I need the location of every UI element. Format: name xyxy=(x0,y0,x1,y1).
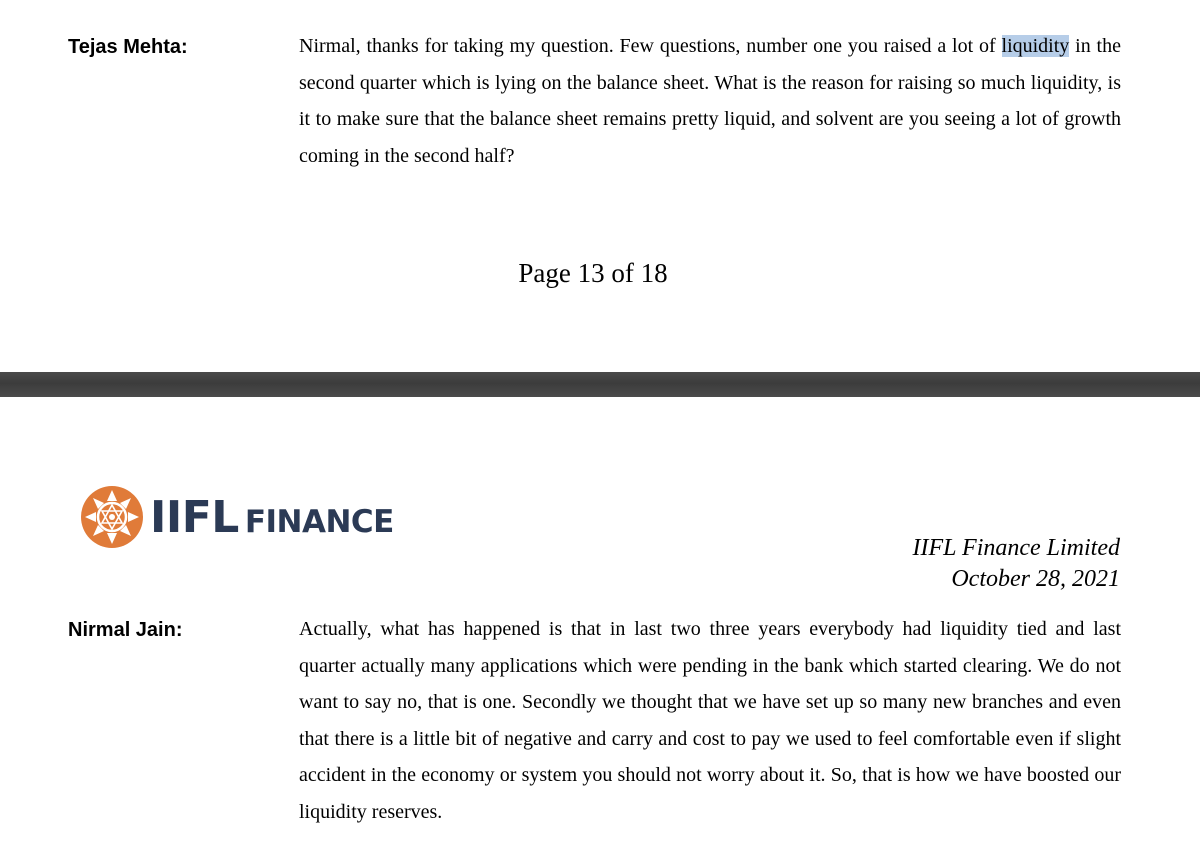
company-name: IIFL Finance Limited xyxy=(912,535,1120,561)
company-logo xyxy=(80,485,394,549)
call-date: October 28, 2021 xyxy=(951,566,1120,592)
speaker-name: Tejas Mehta: xyxy=(68,36,188,58)
page-number: Page 13 of 18 xyxy=(518,258,668,288)
speech-paragraph[interactable] xyxy=(299,28,1121,174)
iifl-emblem-icon xyxy=(80,485,144,549)
highlighted-text[interactable]: liquidity xyxy=(1001,35,1070,57)
speaker-name: Nirmal Jain: xyxy=(68,619,183,641)
company-header xyxy=(912,533,1120,595)
speech-text: in the second quarter which is lying on the balance sheet. What is the reason for raising so much liquidity, is it to make sure that the balance sheet remains pretty liquid, and solvent are you seeing a lot of growth coming in the second half? xyxy=(299,35,1121,167)
pdf-page-14 xyxy=(0,397,1200,850)
logo-wordmark xyxy=(150,492,394,543)
speech-paragraph[interactable]: Actually, what has happened is that in last two three years everybody had liquidity tied and last quarter actually many applications which were pending in the bank which started clearing. We do not want to say no, that is one. Secondly we thought that we have set up so many new branches and even that there is a little bit of negative and carry and cost to pay we used to feel comfortable even if slight accident in the economy or system you should not worry about it. So, that is how we have boosted our liquidity reserves. xyxy=(299,618,1121,823)
page-separator xyxy=(0,372,1200,397)
pdf-page-13 xyxy=(0,0,1200,372)
speech-text: Nirmal, thanks for taking my question. Few questions, number one you raised a lot of xyxy=(299,35,1002,57)
logo-brand: IIFL xyxy=(150,491,239,543)
logo-sub: FINANCE xyxy=(244,503,394,540)
